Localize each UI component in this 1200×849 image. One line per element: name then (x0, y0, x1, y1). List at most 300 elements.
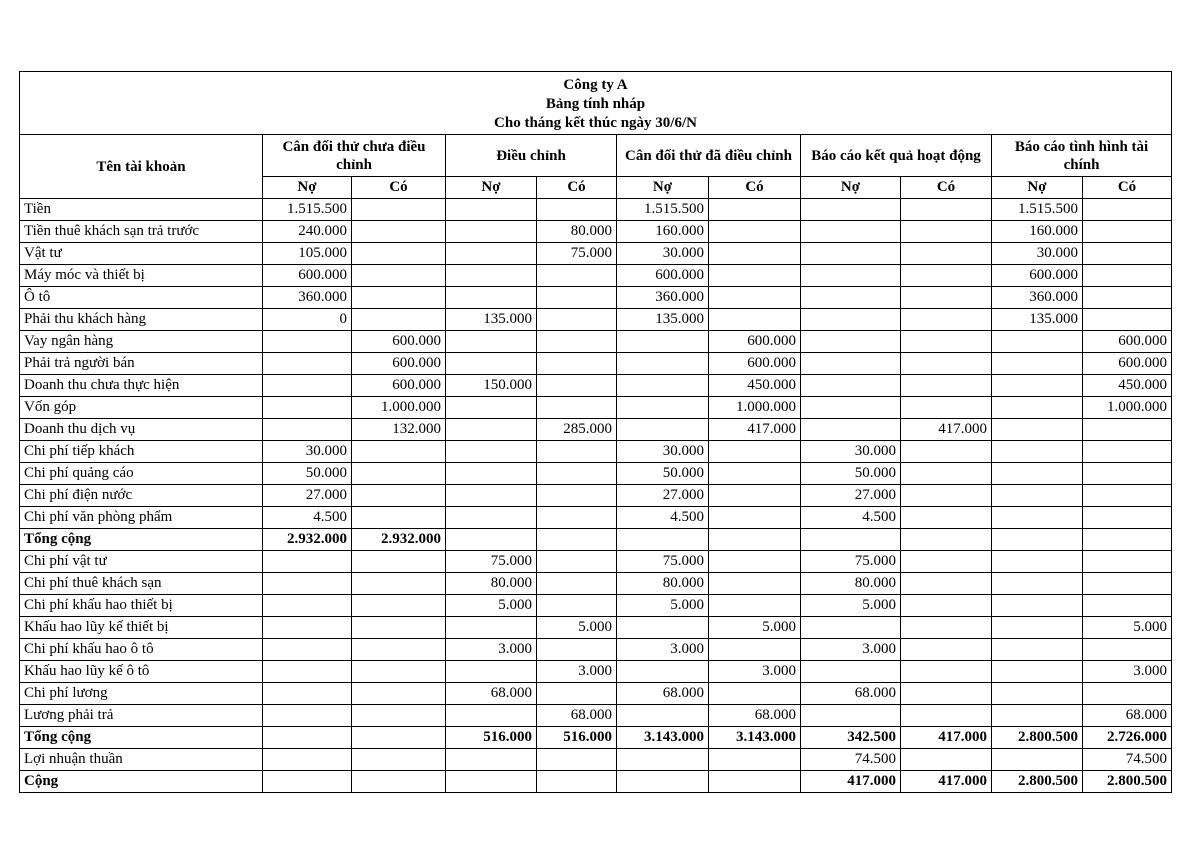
credit-cell (901, 243, 992, 265)
debit-cell (801, 243, 901, 265)
credit-cell: 3.000 (1083, 661, 1172, 683)
group-header-unadjusted: Cân đối thử chưa điều chỉnh (263, 135, 446, 177)
credit-cell: 600.000 (1083, 353, 1172, 375)
debit-cell: 4.500 (617, 507, 709, 529)
debit-cell: 360.000 (992, 287, 1083, 309)
credit-cell (352, 441, 446, 463)
debit-cell (992, 441, 1083, 463)
credit-cell: 3.000 (537, 661, 617, 683)
debit-cell: 75.000 (801, 551, 901, 573)
account-name: Lương phải trả (20, 705, 263, 727)
credit-cell (537, 551, 617, 573)
credit-cell (901, 463, 992, 485)
debit-header: Nợ (801, 177, 901, 199)
credit-cell (901, 309, 992, 331)
debit-cell: 30.000 (617, 243, 709, 265)
debit-cell: 30.000 (992, 243, 1083, 265)
credit-cell: 450.000 (709, 375, 801, 397)
credit-cell (352, 749, 446, 771)
credit-cell (352, 705, 446, 727)
debit-cell: 1.515.500 (992, 199, 1083, 221)
debit-cell (992, 529, 1083, 551)
table-row (20, 595, 1172, 617)
table-row (20, 375, 1172, 397)
group-header-adjustments: Điều chỉnh (446, 135, 617, 177)
credit-cell (537, 683, 617, 705)
credit-cell: 74.500 (1083, 749, 1172, 771)
total-row (20, 529, 1172, 551)
account-name: Phải trả người bán (20, 353, 263, 375)
debit-cell: 135.000 (617, 309, 709, 331)
credit-cell (901, 287, 992, 309)
credit-cell: 2.932.000 (352, 529, 446, 551)
credit-cell: 3.000 (709, 661, 801, 683)
credit-cell (352, 683, 446, 705)
debit-header: Nợ (992, 177, 1083, 199)
debit-cell: 3.000 (617, 639, 709, 661)
credit-cell (537, 331, 617, 353)
table-row (20, 419, 1172, 441)
debit-header: Nợ (263, 177, 352, 199)
credit-cell: 516.000 (537, 727, 617, 749)
credit-cell (537, 375, 617, 397)
credit-cell (709, 595, 801, 617)
credit-cell (709, 639, 801, 661)
table-row (20, 265, 1172, 287)
debit-cell (992, 331, 1083, 353)
credit-cell: 417.000 (901, 771, 992, 793)
credit-cell (537, 441, 617, 463)
account-name: Lợi nhuận thuần (20, 749, 263, 771)
account-name: Chi phí tiếp khách (20, 441, 263, 463)
table-row (20, 749, 1172, 771)
debit-cell (617, 419, 709, 441)
debit-cell: 80.000 (801, 573, 901, 595)
debit-cell: 2.932.000 (263, 529, 352, 551)
account-name: Vốn góp (20, 397, 263, 419)
credit-cell: 68.000 (709, 705, 801, 727)
table-row (20, 705, 1172, 727)
credit-cell (709, 551, 801, 573)
credit-cell (537, 463, 617, 485)
debit-cell: 50.000 (617, 463, 709, 485)
credit-cell (901, 397, 992, 419)
table-row (20, 485, 1172, 507)
table-row (20, 639, 1172, 661)
credit-cell (901, 749, 992, 771)
debit-cell (263, 727, 352, 749)
debit-cell (263, 639, 352, 661)
credit-cell: 3.143.000 (709, 727, 801, 749)
debit-cell (801, 375, 901, 397)
credit-cell (901, 221, 992, 243)
credit-cell (1083, 485, 1172, 507)
credit-cell (352, 617, 446, 639)
credit-cell (352, 265, 446, 287)
credit-cell: 1.000.000 (352, 397, 446, 419)
account-name: Tiền thuê khách sạn trả trước (20, 221, 263, 243)
account-name: Tổng cộng (20, 727, 263, 749)
credit-cell: 2.726.000 (1083, 727, 1172, 749)
credit-cell (1083, 199, 1172, 221)
debit-cell (617, 375, 709, 397)
table-row (20, 221, 1172, 243)
credit-cell (1083, 309, 1172, 331)
debit-cell: 4.500 (801, 507, 901, 529)
debit-cell (446, 221, 537, 243)
credit-cell (709, 309, 801, 331)
debit-cell: 27.000 (617, 485, 709, 507)
credit-cell (1083, 529, 1172, 551)
debit-cell: 68.000 (617, 683, 709, 705)
debit-cell: 30.000 (617, 441, 709, 463)
debit-cell (263, 595, 352, 617)
credit-cell (537, 199, 617, 221)
credit-cell (537, 397, 617, 419)
group-header-balance-sheet: Báo cáo tình hình tài chính (992, 135, 1172, 177)
debit-cell: 27.000 (263, 485, 352, 507)
credit-cell (1083, 243, 1172, 265)
debit-cell: 360.000 (617, 287, 709, 309)
debit-cell: 0 (263, 309, 352, 331)
credit-cell (1083, 573, 1172, 595)
debit-cell (263, 661, 352, 683)
credit-cell (709, 507, 801, 529)
debit-cell (263, 353, 352, 375)
debit-cell (801, 287, 901, 309)
debit-cell: 68.000 (446, 683, 537, 705)
debit-cell (992, 639, 1083, 661)
credit-header: Có (709, 177, 801, 199)
debit-cell (446, 771, 537, 793)
debit-cell (617, 529, 709, 551)
debit-cell: 5.000 (617, 595, 709, 617)
credit-cell (901, 683, 992, 705)
debit-cell (446, 485, 537, 507)
credit-cell (901, 595, 992, 617)
account-name: Tiền (20, 199, 263, 221)
credit-cell: 80.000 (537, 221, 617, 243)
debit-cell: 80.000 (446, 573, 537, 595)
debit-cell (617, 771, 709, 793)
table-row (20, 353, 1172, 375)
credit-cell (352, 771, 446, 793)
credit-cell (1083, 265, 1172, 287)
credit-cell (352, 199, 446, 221)
credit-cell (1083, 507, 1172, 529)
credit-cell (352, 727, 446, 749)
debit-cell (992, 485, 1083, 507)
account-name: Khấu hao lũy kế ô tô (20, 661, 263, 683)
debit-cell: 240.000 (263, 221, 352, 243)
account-name: Chi phí khấu hao ô tô (20, 639, 263, 661)
credit-cell (709, 683, 801, 705)
credit-cell (537, 309, 617, 331)
table-row (20, 683, 1172, 705)
table-row (20, 507, 1172, 529)
credit-cell (352, 639, 446, 661)
debit-cell (992, 683, 1083, 705)
credit-cell: 417.000 (901, 419, 992, 441)
worksheet-table (19, 71, 1172, 793)
credit-cell (709, 199, 801, 221)
table-row (20, 573, 1172, 595)
debit-cell (992, 551, 1083, 573)
credit-cell (537, 265, 617, 287)
credit-cell: 1.000.000 (1083, 397, 1172, 419)
credit-header: Có (1083, 177, 1172, 199)
credit-cell (901, 265, 992, 287)
credit-cell (537, 573, 617, 595)
debit-cell: 30.000 (801, 441, 901, 463)
debit-cell: 27.000 (801, 485, 901, 507)
credit-cell (901, 529, 992, 551)
credit-cell (352, 551, 446, 573)
debit-cell: 5.000 (446, 595, 537, 617)
credit-cell (1083, 683, 1172, 705)
credit-cell (709, 463, 801, 485)
account-name: Chi phí thuê khách sạn (20, 573, 263, 595)
debit-cell (992, 595, 1083, 617)
credit-cell (352, 485, 446, 507)
credit-cell (1083, 595, 1172, 617)
debit-cell (263, 331, 352, 353)
credit-cell: 5.000 (537, 617, 617, 639)
credit-cell (901, 375, 992, 397)
credit-cell (901, 661, 992, 683)
credit-cell: 450.000 (1083, 375, 1172, 397)
debit-cell (801, 353, 901, 375)
debit-cell: 80.000 (617, 573, 709, 595)
debit-cell (992, 353, 1083, 375)
debit-cell (446, 287, 537, 309)
credit-cell: 600.000 (709, 353, 801, 375)
debit-cell: 600.000 (617, 265, 709, 287)
debit-cell (992, 419, 1083, 441)
debit-cell: 135.000 (992, 309, 1083, 331)
account-name: Khấu hao lũy kế thiết bị (20, 617, 263, 639)
debit-cell: 516.000 (446, 727, 537, 749)
debit-cell (801, 397, 901, 419)
debit-cell (617, 353, 709, 375)
debit-cell (617, 705, 709, 727)
table-row (20, 309, 1172, 331)
account-name: Vật tư (20, 243, 263, 265)
account-name: Doanh thu chưa thực hiện (20, 375, 263, 397)
account-name: Phải thu khách hàng (20, 309, 263, 331)
credit-cell (352, 595, 446, 617)
debit-cell (446, 441, 537, 463)
debit-header: Nợ (617, 177, 709, 199)
credit-cell (901, 485, 992, 507)
debit-cell: 360.000 (263, 287, 352, 309)
debit-cell (617, 661, 709, 683)
debit-cell (617, 397, 709, 419)
credit-cell (709, 771, 801, 793)
credit-cell (1083, 419, 1172, 441)
account-name: Cộng (20, 771, 263, 793)
table-row (20, 397, 1172, 419)
credit-cell (901, 705, 992, 727)
debit-cell: 2.800.500 (992, 771, 1083, 793)
debit-cell (617, 617, 709, 639)
credit-cell (901, 353, 992, 375)
credit-cell (352, 287, 446, 309)
table-row (20, 551, 1172, 573)
debit-cell (446, 463, 537, 485)
debit-cell (446, 529, 537, 551)
credit-cell: 600.000 (352, 375, 446, 397)
debit-cell (617, 331, 709, 353)
credit-cell (1083, 221, 1172, 243)
account-rows (20, 199, 1172, 793)
debit-cell (801, 309, 901, 331)
total-row (20, 771, 1172, 793)
debit-cell (263, 749, 352, 771)
credit-cell: 285.000 (537, 419, 617, 441)
debit-cell (446, 617, 537, 639)
account-name: Tổng cộng (20, 529, 263, 551)
table-row (20, 661, 1172, 683)
debit-cell (446, 265, 537, 287)
credit-cell (901, 639, 992, 661)
credit-cell (537, 353, 617, 375)
debit-cell (992, 705, 1083, 727)
table-row (20, 617, 1172, 639)
account-name: Máy móc và thiết bị (20, 265, 263, 287)
account-name: Doanh thu dịch vụ (20, 419, 263, 441)
credit-cell (352, 463, 446, 485)
debit-cell: 417.000 (801, 771, 901, 793)
debit-cell (263, 705, 352, 727)
debit-cell (992, 375, 1083, 397)
debit-cell: 68.000 (801, 683, 901, 705)
credit-cell (1083, 441, 1172, 463)
credit-cell (1083, 463, 1172, 485)
credit-cell (537, 639, 617, 661)
credit-cell (1083, 639, 1172, 661)
credit-header: Có (352, 177, 446, 199)
credit-cell (352, 221, 446, 243)
debit-cell (446, 243, 537, 265)
account-name: Chi phí lương (20, 683, 263, 705)
credit-cell: 600.000 (709, 331, 801, 353)
debit-cell (263, 771, 352, 793)
debit-cell: 135.000 (446, 309, 537, 331)
credit-cell: 68.000 (1083, 705, 1172, 727)
debit-cell (801, 529, 901, 551)
credit-cell (901, 331, 992, 353)
debit-cell: 74.500 (801, 749, 901, 771)
debit-cell (801, 617, 901, 639)
credit-cell: 68.000 (537, 705, 617, 727)
debit-cell: 50.000 (263, 463, 352, 485)
credit-cell (352, 507, 446, 529)
title-block (20, 72, 1172, 135)
debit-cell (992, 573, 1083, 595)
credit-cell: 417.000 (709, 419, 801, 441)
debit-cell: 2.800.500 (992, 727, 1083, 749)
account-name: Chi phí điện nước (20, 485, 263, 507)
account-name: Chi phí quảng cáo (20, 463, 263, 485)
credit-cell (352, 243, 446, 265)
credit-cell (709, 749, 801, 771)
debit-cell (992, 749, 1083, 771)
debit-cell: 4.500 (263, 507, 352, 529)
credit-cell (537, 595, 617, 617)
account-name: Chi phí văn phòng phẩm (20, 507, 263, 529)
debit-cell: 3.143.000 (617, 727, 709, 749)
credit-cell: 417.000 (901, 727, 992, 749)
debit-cell (446, 419, 537, 441)
credit-cell: 5.000 (709, 617, 801, 639)
credit-cell (352, 309, 446, 331)
credit-cell: 600.000 (352, 353, 446, 375)
account-name: Chi phí vật tư (20, 551, 263, 573)
debit-cell: 1.515.500 (617, 199, 709, 221)
credit-cell (709, 265, 801, 287)
debit-cell (446, 705, 537, 727)
credit-cell: 1.000.000 (709, 397, 801, 419)
group-header-income-statement: Báo cáo kết quả hoạt động (801, 135, 992, 177)
debit-cell: 342.500 (801, 727, 901, 749)
credit-cell (901, 507, 992, 529)
credit-header: Có (901, 177, 992, 199)
credit-cell (709, 441, 801, 463)
debit-cell (801, 221, 901, 243)
credit-cell (352, 573, 446, 595)
credit-header: Có (537, 177, 617, 199)
debit-cell (446, 353, 537, 375)
credit-cell (709, 573, 801, 595)
debit-cell (801, 419, 901, 441)
period-label: Cho tháng kết thúc ngày 30/6/N (494, 114, 697, 131)
sheet-name: Bảng tính nháp (545, 95, 646, 112)
credit-cell (901, 617, 992, 639)
table-row (20, 287, 1172, 309)
debit-cell: 5.000 (801, 595, 901, 617)
credit-cell (709, 287, 801, 309)
credit-cell: 5.000 (1083, 617, 1172, 639)
credit-cell (537, 771, 617, 793)
table-row (20, 463, 1172, 485)
debit-cell (446, 749, 537, 771)
debit-cell: 150.000 (446, 375, 537, 397)
total-row (20, 727, 1172, 749)
credit-cell (709, 485, 801, 507)
debit-cell (992, 397, 1083, 419)
table-row (20, 331, 1172, 353)
credit-cell (901, 551, 992, 573)
debit-cell (617, 749, 709, 771)
debit-cell (263, 551, 352, 573)
account-header: Tên tài khoản (20, 135, 263, 199)
debit-cell (446, 507, 537, 529)
debit-cell (263, 617, 352, 639)
table-row (20, 243, 1172, 265)
debit-cell (992, 507, 1083, 529)
debit-cell: 160.000 (617, 221, 709, 243)
debit-cell (263, 375, 352, 397)
debit-cell (263, 573, 352, 595)
debit-cell: 105.000 (263, 243, 352, 265)
credit-cell (352, 661, 446, 683)
credit-cell: 2.800.500 (1083, 771, 1172, 793)
credit-cell (1083, 551, 1172, 573)
debit-cell: 30.000 (263, 441, 352, 463)
debit-cell: 3.000 (446, 639, 537, 661)
debit-header: Nợ (446, 177, 537, 199)
